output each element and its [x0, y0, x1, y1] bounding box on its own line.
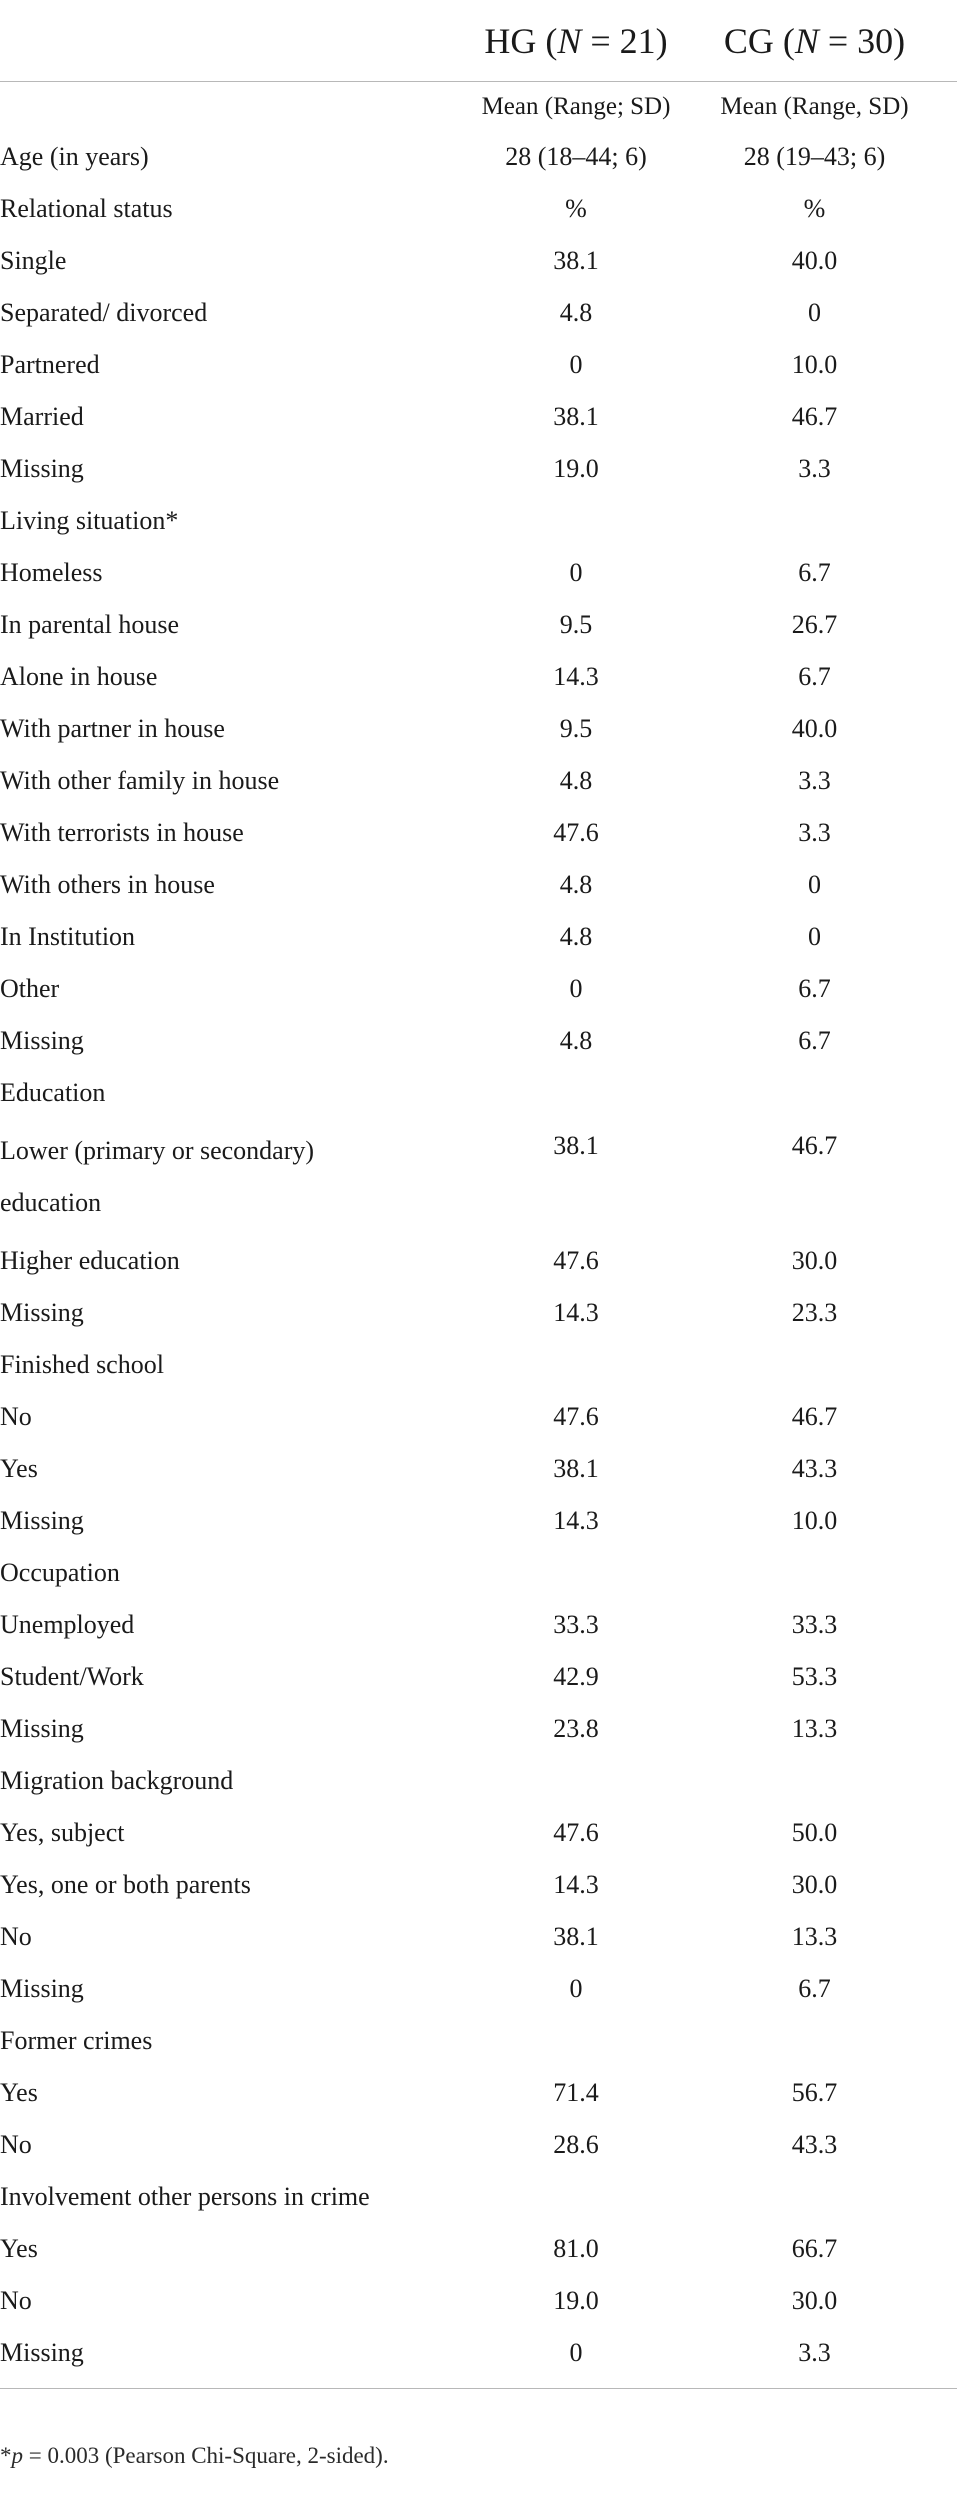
- row-label-text: Migration background: [0, 1766, 234, 1795]
- hg-value: 4.8: [559, 298, 593, 327]
- row-label: [0, 2223, 480, 2275]
- row-label-text: Occupation: [0, 1558, 120, 1587]
- cg-value: [672, 2015, 957, 2067]
- cg-value: 6.7: [798, 1026, 831, 1055]
- table-body: [0, 131, 957, 2379]
- row-label: [0, 2119, 480, 2171]
- table-row: [0, 2119, 957, 2171]
- row-label: [0, 1119, 480, 1235]
- row-label-text: Former crimes: [0, 2026, 153, 2055]
- row-label-text: Involvement other persons in crime: [0, 2182, 370, 2211]
- table-row: [0, 963, 957, 1015]
- cg-value: [672, 1067, 957, 1119]
- row-label-text: Age (in years): [0, 142, 149, 171]
- row-label-text: Missing: [0, 2338, 84, 2367]
- row-label-text: Finished school: [0, 1350, 164, 1379]
- hg-value: 14.3: [553, 1870, 599, 1899]
- table-row: [0, 2067, 957, 2119]
- table-row: [0, 2223, 957, 2275]
- cg-value: 3.3: [798, 818, 831, 847]
- header-empty-cell: [0, 0, 480, 82]
- hg-value: 0: [569, 350, 583, 379]
- hg-value: 14.3: [553, 1506, 599, 1535]
- row-label: [0, 1391, 480, 1443]
- row-label: [0, 1599, 480, 1651]
- footnote-text: = 0.003 (Pearson Chi-Square, 2-sided).: [23, 2443, 389, 2468]
- section-label: [0, 2015, 480, 2067]
- row-label: [0, 235, 480, 287]
- cg-value: 0: [808, 870, 821, 899]
- row-label: [0, 287, 480, 339]
- cg-value: 33.3: [791, 1610, 838, 1639]
- cg-value: 26.7: [791, 610, 838, 639]
- section-label: [0, 183, 480, 235]
- hg-subheader: Mean (Range; SD): [481, 92, 671, 120]
- table-bottom-rule: [0, 2388, 957, 2389]
- table-row: [0, 703, 957, 755]
- subheader-empty-cell: [0, 82, 480, 132]
- row-label-text: Other: [0, 974, 60, 1003]
- cg-value: [672, 2171, 957, 2223]
- row-label-text: Student/Work: [0, 1662, 144, 1691]
- section-header-row: [0, 2015, 957, 2067]
- row-label: [0, 911, 480, 963]
- hg-value: 4.8: [559, 1026, 593, 1055]
- footnote: [0, 2443, 389, 2469]
- row-label-text: Yes, subject: [0, 1818, 125, 1847]
- row-label-text: Married: [0, 402, 84, 431]
- hg-value: [480, 1755, 672, 1807]
- cg-value: 10.0: [791, 1506, 838, 1535]
- row-label: [0, 1495, 480, 1547]
- cg-value: 43.3: [791, 2130, 838, 2159]
- row-label: [0, 703, 480, 755]
- hg-value: 0: [569, 2338, 583, 2367]
- cg-value: 13.3: [791, 1922, 838, 1951]
- row-label: [0, 859, 480, 911]
- table-row: [0, 911, 957, 963]
- section-label: [0, 1339, 480, 1391]
- table-row: [0, 235, 957, 287]
- row-label-text: Yes, one or both parents: [0, 1870, 251, 1899]
- table-row: [0, 1287, 957, 1339]
- hg-value: 38.1: [553, 1922, 599, 1951]
- row-label-text: Missing: [0, 454, 84, 483]
- table-row: [0, 1235, 957, 1287]
- table-row: [0, 2275, 957, 2327]
- row-label: [0, 1443, 480, 1495]
- row-label: [0, 1015, 480, 1067]
- hg-value: 38.1: [553, 246, 599, 275]
- row-label: [0, 1287, 480, 1339]
- row-label-text: Homeless: [0, 558, 103, 587]
- row-label: [0, 1235, 480, 1287]
- row-label-text: With terrorists in house: [0, 818, 244, 847]
- section-header-row: [0, 1755, 957, 1807]
- cg-value: 40.0: [791, 714, 838, 743]
- row-label: [0, 1911, 480, 1963]
- hg-value: 0: [569, 1974, 583, 2003]
- row-label-text: No: [0, 1922, 32, 1951]
- hg-value: 23.8: [553, 1714, 599, 1743]
- row-label-text: No: [0, 1402, 32, 1431]
- row-label-text: Unemployed: [0, 1610, 135, 1639]
- section-header-row: [0, 2171, 957, 2223]
- hg-value: 4.8: [559, 922, 593, 951]
- row-label: [0, 755, 480, 807]
- table-row: [0, 1703, 957, 1755]
- table-row: [0, 1015, 957, 1067]
- hg-value: 19.0: [553, 2286, 599, 2315]
- table-row: [0, 651, 957, 703]
- hg-value: 38.1: [553, 1131, 599, 1160]
- cg-value: 3.3: [798, 766, 831, 795]
- table-row: [0, 1495, 957, 1547]
- section-header-row: [0, 1339, 957, 1391]
- row-label: [0, 1703, 480, 1755]
- table-row: [0, 1807, 957, 1859]
- subheader-row: [0, 82, 957, 132]
- section-header-row: [0, 1067, 957, 1119]
- cg-value: 30.0: [791, 1246, 838, 1275]
- table-row: [0, 1651, 957, 1703]
- row-label-text-line2: education: [0, 1188, 102, 1217]
- table-row: [0, 1391, 957, 1443]
- hg-value: 38.1: [553, 402, 599, 431]
- row-label-text: In Institution: [0, 922, 136, 951]
- cg-value: [672, 1547, 957, 1599]
- row-label: [0, 651, 480, 703]
- cg-value: 3.3: [798, 2338, 831, 2367]
- cg-value: 13.3: [791, 1714, 838, 1743]
- hg-value: %: [565, 194, 587, 223]
- hg-value: 28 (18–44; 6): [505, 142, 647, 171]
- hg-value: 28.6: [553, 2130, 599, 2159]
- section-label: [0, 1067, 480, 1119]
- cg-value: [672, 1339, 957, 1391]
- row-label-text: Single: [0, 246, 67, 275]
- cg-value: 50.0: [791, 1818, 838, 1847]
- table-row: [0, 443, 957, 495]
- cg-value: 30.0: [791, 2286, 838, 2315]
- hg-value: [480, 1547, 672, 1599]
- hg-value: [480, 2171, 672, 2223]
- row-label: [0, 963, 480, 1015]
- row-label-text: Yes: [0, 2078, 38, 2107]
- section-label: [0, 131, 480, 183]
- cg-value: [672, 1755, 957, 1807]
- row-label: [0, 599, 480, 651]
- row-label-text: Yes: [0, 1454, 38, 1483]
- footnote-mark: *: [0, 2443, 12, 2468]
- row-label-text: With other family in house: [0, 766, 280, 795]
- cg-value: 10.0: [791, 350, 838, 379]
- cg-value: 46.7: [791, 402, 838, 431]
- hg-value: 9.5: [559, 610, 593, 639]
- table-row: [0, 1963, 957, 2015]
- hg-value: 71.4: [553, 2078, 599, 2107]
- footnote-p: p: [11, 2443, 23, 2468]
- row-label-text: Yes: [0, 2234, 38, 2263]
- row-label: [0, 547, 480, 599]
- hg-value: 47.6: [553, 1818, 599, 1847]
- row-label: [0, 807, 480, 859]
- row-label-text: Missing: [0, 1974, 84, 2003]
- section-label: [0, 2171, 480, 2223]
- section-label: [0, 1755, 480, 1807]
- cg-value: 6.7: [798, 558, 831, 587]
- section-label: [0, 495, 480, 547]
- table-row: [0, 547, 957, 599]
- cg-value: 0: [808, 298, 821, 327]
- table-row: [0, 1911, 957, 1963]
- row-label-text: Missing: [0, 1506, 84, 1535]
- row-label-text: With others in house: [0, 870, 215, 899]
- hg-value: 38.1: [553, 1454, 599, 1483]
- hg-value: 81.0: [553, 2234, 599, 2263]
- cg-value: 6.7: [798, 974, 831, 1003]
- hg-value: 19.0: [553, 454, 599, 483]
- row-label-text: Higher education: [0, 1246, 180, 1275]
- section-header-row: [0, 131, 957, 183]
- row-label-text: Lower (primary or secondary): [0, 1136, 315, 1165]
- row-label-text: Living situation*: [0, 506, 179, 535]
- section-header-row: [0, 495, 957, 547]
- row-label: [0, 391, 480, 443]
- row-label: [0, 2327, 480, 2379]
- row-label: [0, 443, 480, 495]
- cg-subheader: Mean (Range, SD): [720, 92, 909, 120]
- hg-value: 42.9: [553, 1662, 599, 1691]
- hg-value: 47.6: [553, 818, 599, 847]
- cg-value: 6.7: [798, 1974, 831, 2003]
- row-label-text: Alone in house: [0, 662, 158, 691]
- table-row: [0, 859, 957, 911]
- hg-value: 4.8: [559, 870, 593, 899]
- row-label: [0, 1963, 480, 2015]
- cg-value: 40.0: [791, 246, 838, 275]
- hg-value: 4.8: [559, 766, 593, 795]
- hg-value: [480, 2015, 672, 2067]
- hg-value: 9.5: [559, 714, 593, 743]
- section-header-row: [0, 183, 957, 235]
- table-row: [0, 1443, 957, 1495]
- hg-value: 0: [569, 974, 583, 1003]
- table-row: [0, 339, 957, 391]
- row-label: [0, 339, 480, 391]
- table-row: [0, 599, 957, 651]
- row-label-text: With partner in house: [0, 714, 225, 743]
- hg-value: [480, 1339, 672, 1391]
- table-row: [0, 2327, 957, 2379]
- cg-value: 3.3: [798, 454, 831, 483]
- cg-value: %: [803, 194, 826, 223]
- cg-value: 23.3: [791, 1298, 838, 1327]
- cg-value: 43.3: [791, 1454, 838, 1483]
- row-label-text: Partnered: [0, 350, 100, 379]
- table-row: [0, 391, 957, 443]
- hg-value: 14.3: [553, 662, 599, 691]
- row-label-text: Relational status: [0, 194, 173, 223]
- cg-value: 53.3: [791, 1662, 838, 1691]
- table-row: [0, 807, 957, 859]
- row-label: [0, 2275, 480, 2327]
- table-row: [0, 1859, 957, 1911]
- cg-value: 56.7: [791, 2078, 838, 2107]
- table-row: [0, 1119, 957, 1235]
- hg-value: 33.3: [553, 1610, 599, 1639]
- cg-value: 6.7: [798, 662, 831, 691]
- row-label-text: Missing: [0, 1714, 84, 1743]
- section-label: [0, 1547, 480, 1599]
- row-label-text: Missing: [0, 1298, 84, 1327]
- cg-value: 0: [808, 922, 821, 951]
- hg-value: 14.3: [553, 1298, 599, 1327]
- cg-value: 28 (19–43; 6): [743, 142, 886, 171]
- table-row: [0, 1599, 957, 1651]
- row-label: [0, 1651, 480, 1703]
- cg-value: [672, 495, 957, 547]
- hg-column-header: HG (N = 21): [480, 0, 672, 82]
- cg-column-header: CG (N = 30): [672, 0, 957, 82]
- row-label-text: No: [0, 2286, 32, 2315]
- row-label: [0, 2067, 480, 2119]
- section-header-row: [0, 1547, 957, 1599]
- hg-value: [480, 1067, 672, 1119]
- hg-value: 47.6: [553, 1246, 599, 1275]
- header-row: [0, 0, 957, 82]
- cg-value: 46.7: [791, 1402, 838, 1431]
- row-label-text: Education: [0, 1078, 106, 1107]
- hg-value: [480, 495, 672, 547]
- cg-value: 46.7: [791, 1131, 838, 1160]
- table-row: [0, 287, 957, 339]
- row-label-text: In parental house: [0, 610, 180, 639]
- table-row: [0, 755, 957, 807]
- cg-value: 66.7: [791, 2234, 838, 2263]
- row-label-text: Missing: [0, 1026, 84, 1055]
- row-label-text: Separated/ divorced: [0, 298, 208, 327]
- hg-value: 0: [569, 558, 583, 587]
- row-label: [0, 1859, 480, 1911]
- row-label-text: No: [0, 2130, 32, 2159]
- cg-value: 30.0: [791, 1870, 838, 1899]
- hg-value: 47.6: [553, 1402, 599, 1431]
- row-label: [0, 1807, 480, 1859]
